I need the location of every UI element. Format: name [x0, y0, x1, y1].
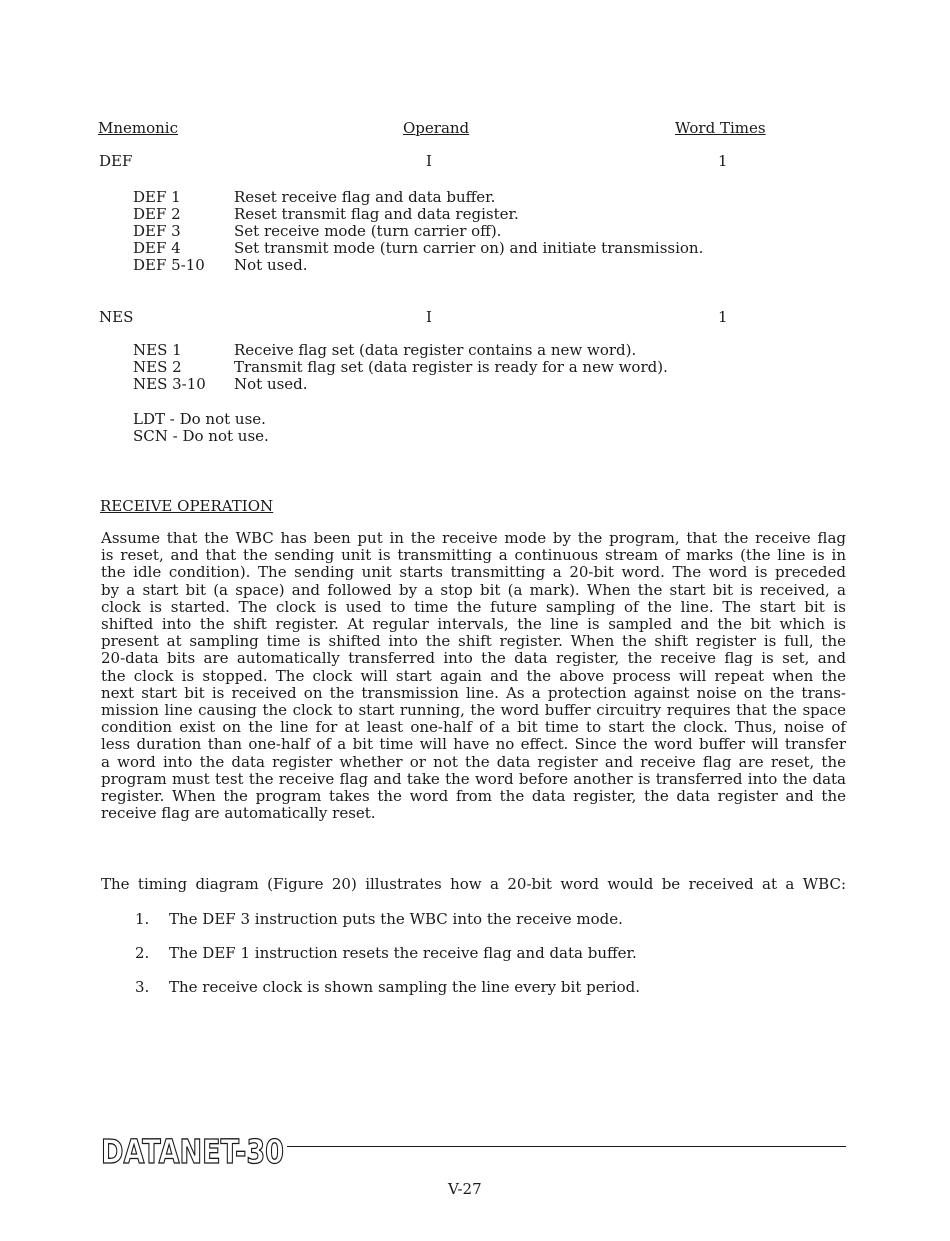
paragraph-line: present at sampling time is shifted into the shift register. When the shift register is full, the	[101, 632, 846, 651]
nes-item-code: NES 2	[133, 358, 182, 376]
nes-operand: I	[426, 308, 432, 326]
mnemonic-header: Mnemonic	[98, 119, 179, 137]
paragraph-line: register. When the program takes the word from the data register, the data register and the	[101, 787, 846, 806]
nes-item-code: NES 1	[133, 341, 182, 359]
paragraph-line: the idle condition). The sending unit starts transmitting a 20-bit word. The word is preceded	[101, 563, 846, 582]
paragraph-line: mission line causing the clock to start running, the word buffer circuitry requires that the space	[101, 701, 846, 720]
footer-rule	[287, 1146, 846, 1147]
datanet-logo	[100, 1134, 286, 1172]
operand-header: Operand	[403, 119, 470, 137]
nes-item-desc: Not used.	[234, 375, 308, 393]
step-number: 3.	[135, 978, 150, 996]
paragraph-line: less duration than one-half of a bit time will have no effect. Since the word buffer will transfer	[101, 735, 846, 754]
note-scn: SCN - Do not use.	[133, 427, 269, 445]
timing-intro	[101, 876, 846, 893]
def-mnemonic: DEF	[99, 152, 133, 170]
paragraph-line: 20-data bits are automatically transferred into the data register, the receive flag is set, and	[101, 649, 846, 668]
paragraph-line: shifted into the shift register. At regular intervals, the line is sampled and the bit which is	[101, 615, 846, 634]
def-item-code: DEF 3	[133, 222, 181, 240]
paragraph-line: condition exist on the line for at least one-half of a bit time to start the clock. Thus, noise of	[101, 718, 846, 737]
paragraph-line: a word into the data register whether or not the data register and receive flag are reset, the	[101, 752, 846, 771]
paragraph-line: Assume that the WBC has been put in the receive mode by the program, that the receive flag	[101, 529, 846, 547]
note-ldt: LDT - Do not use.	[133, 410, 266, 428]
step-text: The DEF 1 instruction resets the receive flag and data buffer.	[169, 944, 637, 962]
timing-intro-text: The timing diagram (Figure 20) illustrates how a 20-bit word would be received at a WBC:	[101, 875, 846, 893]
def-item-desc: Set receive mode (turn carrier off).	[234, 222, 502, 240]
nes-mnemonic: NES	[99, 308, 134, 326]
page-number: V-27	[448, 1180, 482, 1198]
step-number: 2.	[135, 944, 150, 962]
section-title: RECEIVE OPERATION	[100, 497, 274, 515]
step-item	[135, 978, 640, 996]
def-item-code: DEF 5-10	[133, 256, 205, 274]
def-item-desc: Set transmit mode (turn carrier on) and initiate transmission.	[234, 239, 704, 257]
datanet-logo-graphic	[100, 1132, 286, 1171]
nes-item-code: NES 3-10	[133, 375, 206, 393]
nes-item-desc: Receive flag set (data register contains a new word).	[234, 341, 637, 359]
step-number: 1.	[135, 910, 150, 928]
def-item-desc: Reset transmit flag and data register.	[234, 205, 519, 223]
step-text: The DEF 3 instruction puts the WBC into the receive mode.	[169, 910, 623, 928]
paragraph-line: is reset, and that the sending unit is transmitting a continuous stream of marks (the line is in	[101, 546, 846, 565]
paragraph-line: by a start bit (a space) and followed by a stop bit (a mark). When the start bit is received, a	[101, 580, 846, 599]
step-item	[135, 910, 623, 928]
nes-word-times: 1	[718, 308, 728, 326]
def-word-times: 1	[718, 152, 728, 170]
word-times-header: Word Times	[675, 119, 766, 137]
def-item-desc: Reset receive flag and data buffer.	[234, 188, 496, 206]
step-item	[135, 944, 637, 962]
nes-item-desc: Transmit flag set (data register is ready for a new word).	[234, 358, 668, 376]
def-item-code: DEF 4	[133, 239, 181, 257]
paragraph-line: clock is started. The clock is used to time the future sampling of the line. The start bit is	[101, 597, 846, 616]
def-item-desc: Not used.	[234, 256, 308, 274]
receive-paragraph	[101, 530, 846, 822]
paragraph-line: next start bit is received on the transmission line. As a protection against noise on the trans-	[101, 683, 846, 702]
def-item-code: DEF 2	[133, 205, 181, 223]
paragraph-line: program must test the receive flag and take the word before another is transferred into the data	[101, 769, 846, 788]
logo-text: DATANET-30	[101, 1132, 284, 1171]
def-item-code: DEF 1	[133, 188, 181, 206]
paragraph-line: the clock is stopped. The clock will start again and the above process will repeat when the	[101, 666, 846, 685]
paragraph-line: receive flag are automatically reset.	[101, 804, 376, 823]
def-operand: I	[426, 152, 432, 170]
step-text: The receive clock is shown sampling the line every bit period.	[169, 978, 640, 996]
